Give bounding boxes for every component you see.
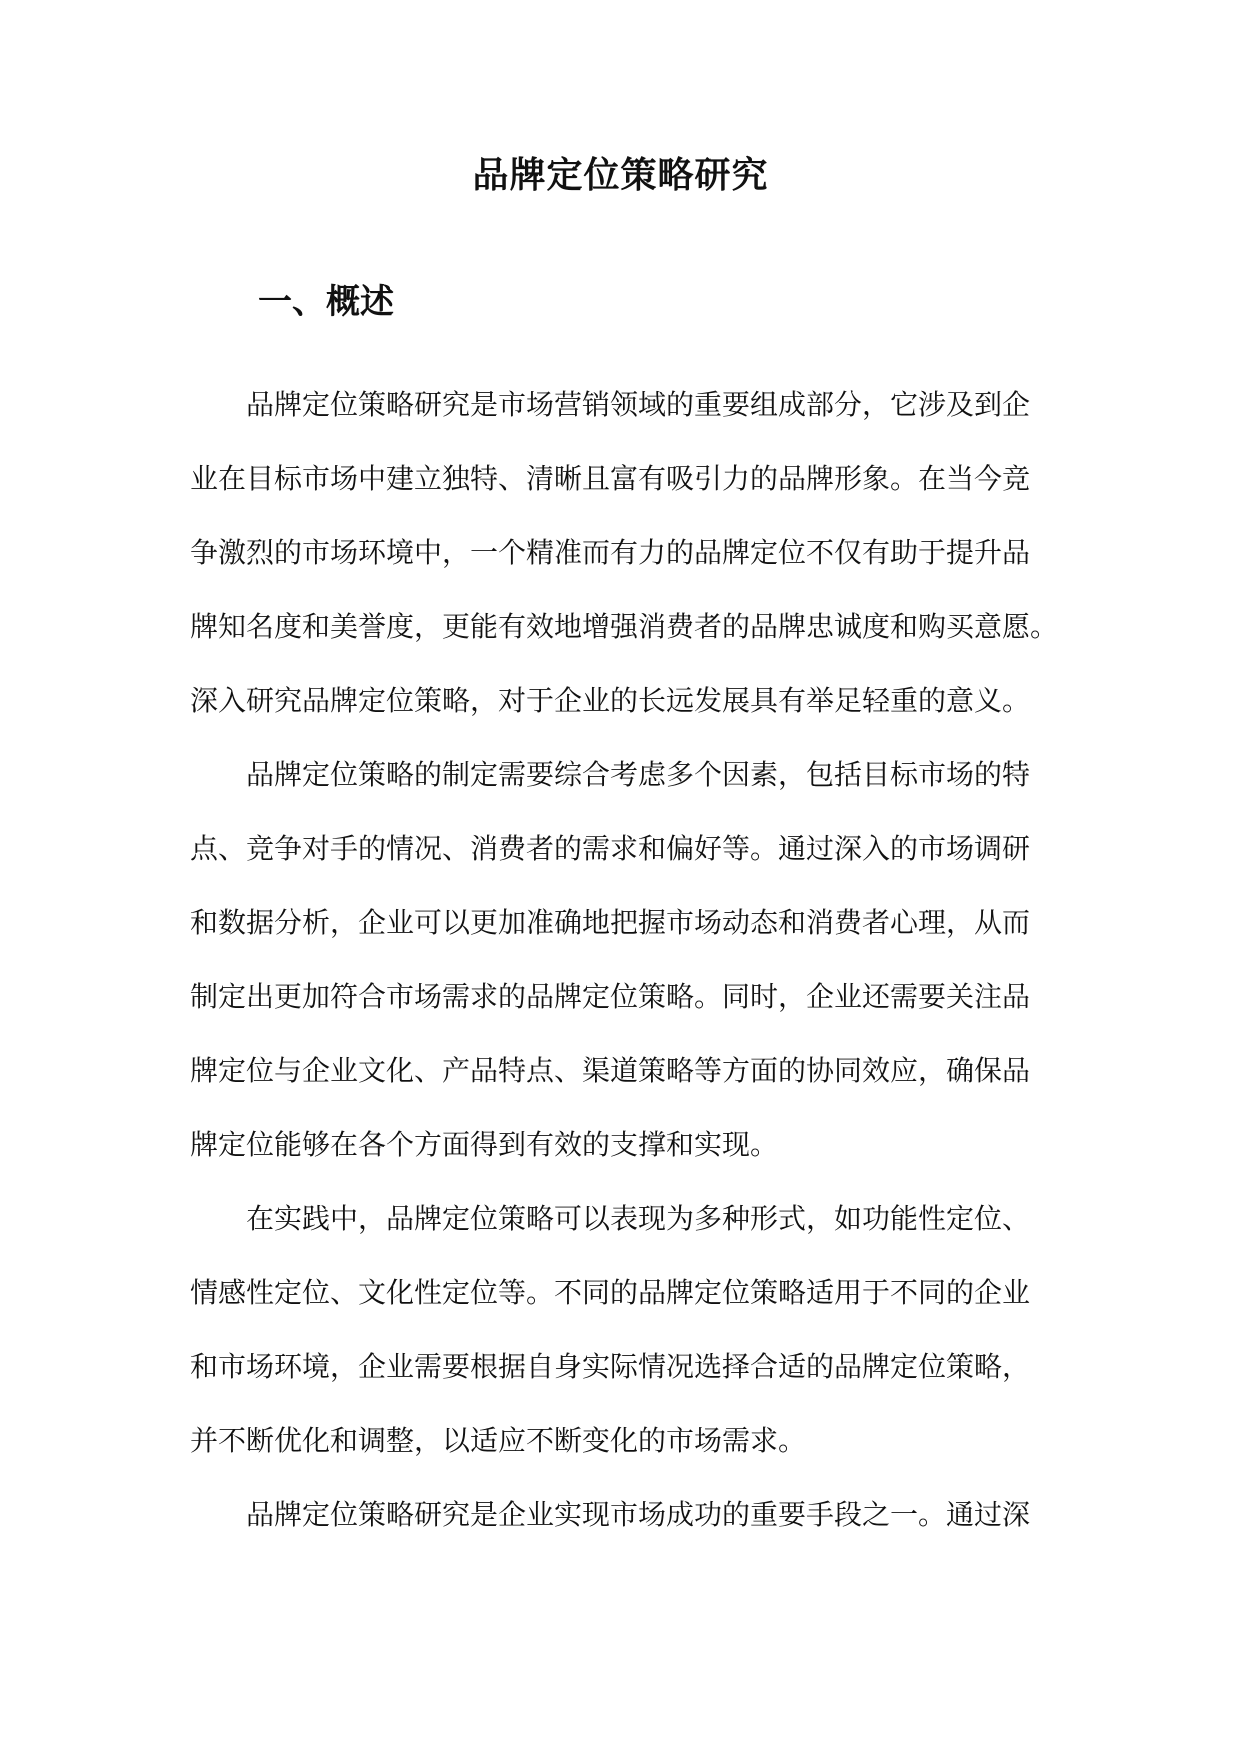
paragraph-line: 业在目标市场中建立独特、清晰且富有吸引力的品牌形象。在当今竞 [190,462,1031,495]
paragraph-line: 和数据分析，企业可以更加准确地把握市场动态和消费者心理，从而 [190,906,1031,939]
paragraph-line: 牌定位与企业文化、产品特点、渠道策略等方面的协同效应，确保品 [190,1054,1031,1087]
paragraph-line: 点、竞争对手的情况、消费者的需求和偏好等。通过深入的市场调研 [190,832,1031,865]
paragraph-line: 牌定位能够在各个方面得到有效的支撑和实现。 [190,1128,779,1161]
paragraph-4 [190,1478,1050,1552]
section-heading: 一、概述 [258,282,394,322]
document-title: 品牌定位策略研究 [472,154,769,196]
paragraph-2 [190,738,1050,1182]
paragraph-line: 并不断优化和调整，以适应不断变化的市场需求。 [190,1424,807,1457]
paragraph-line: 品牌定位策略研究是市场营销领域的重要组成部分，它涉及到企 [246,388,1031,421]
paragraph-line: 制定出更加符合市场需求的品牌定位策略。同时，企业还需要关注品 [190,980,1031,1013]
paragraph-3 [190,1182,1050,1478]
section-body [190,368,1059,1552]
paragraph-line: 深入研究品牌定位策略，对于企业的长远发展具有举足轻重的意义。 [190,684,1031,717]
paragraph-line: 牌知名度和美誉度，更能有效地增强消费者的品牌忠诚度和购买意愿。 [190,610,1059,643]
paragraph-1 [190,368,1059,738]
paragraph-line: 品牌定位策略研究是企业实现市场成功的重要手段之一。通过深 [246,1498,1031,1531]
paragraph-line: 争激烈的市场环境中，一个精准而有力的品牌定位不仅有助于提升品 [190,536,1031,569]
paragraph-line: 和市场环境，企业需要根据自身实际情况选择合适的品牌定位策略， [190,1350,1031,1383]
paragraph-line: 品牌定位策略的制定需要综合考虑多个因素，包括目标市场的特 [246,758,1031,791]
paragraph-line: 情感性定位、文化性定位等。不同的品牌定位策略适用于不同的企业 [190,1276,1031,1309]
paragraph-line: 在实践中，品牌定位策略可以表现为多种形式，如功能性定位、 [246,1202,1031,1235]
